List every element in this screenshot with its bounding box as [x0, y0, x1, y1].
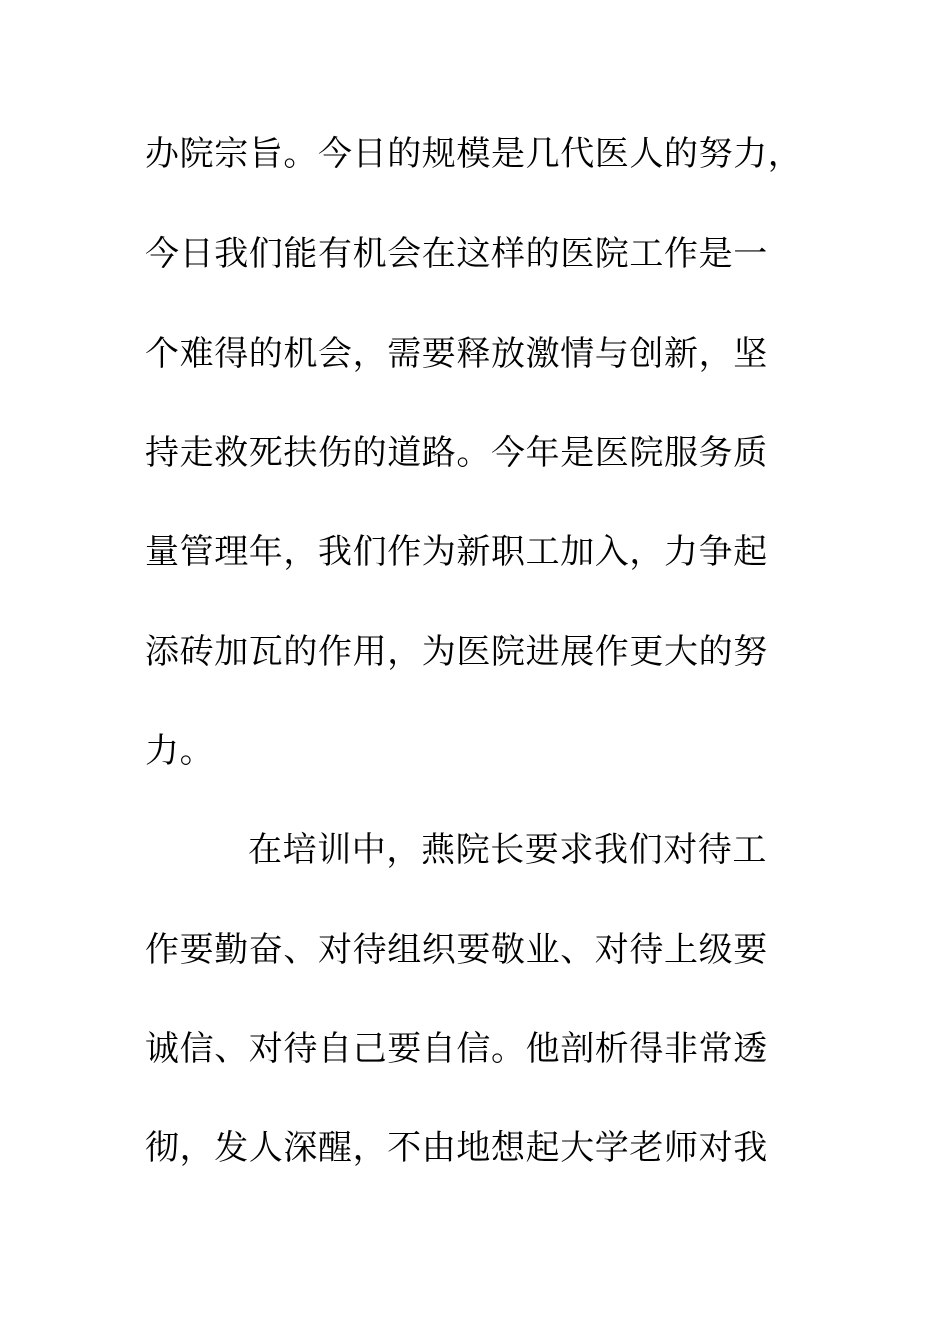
text-line-10: 诚信、对待自己要自信。他剖析得非常透: [145, 1029, 768, 1069]
paragraph-start-line: 在培训中，燕院长要求我们对待工: [248, 830, 767, 870]
text-line-7: 力。: [145, 731, 215, 771]
text-line-11: 彻，发人深醒，不由地想起大学老师对我: [145, 1128, 768, 1168]
text-line-9: 作要勤奋、对待组织要敬业、对待上级要: [145, 930, 768, 970]
text-line-3: 个难得的机会，需要释放激情与创新，坚: [145, 334, 768, 374]
text-line-2: 今日我们能有机会在这样的医院工作是一: [145, 234, 768, 274]
text-line-5: 量管理年，我们作为新职工加入，力争起: [145, 532, 768, 572]
text-line-1: 办院宗旨。今日的规模是几代医人的努力，: [145, 134, 803, 174]
text-line-6: 添砖加瓦的作用，为医院进展作更大的努: [145, 632, 768, 672]
text-line-4: 持走救死扶伤的道路。今年是医院服务质: [145, 433, 768, 473]
